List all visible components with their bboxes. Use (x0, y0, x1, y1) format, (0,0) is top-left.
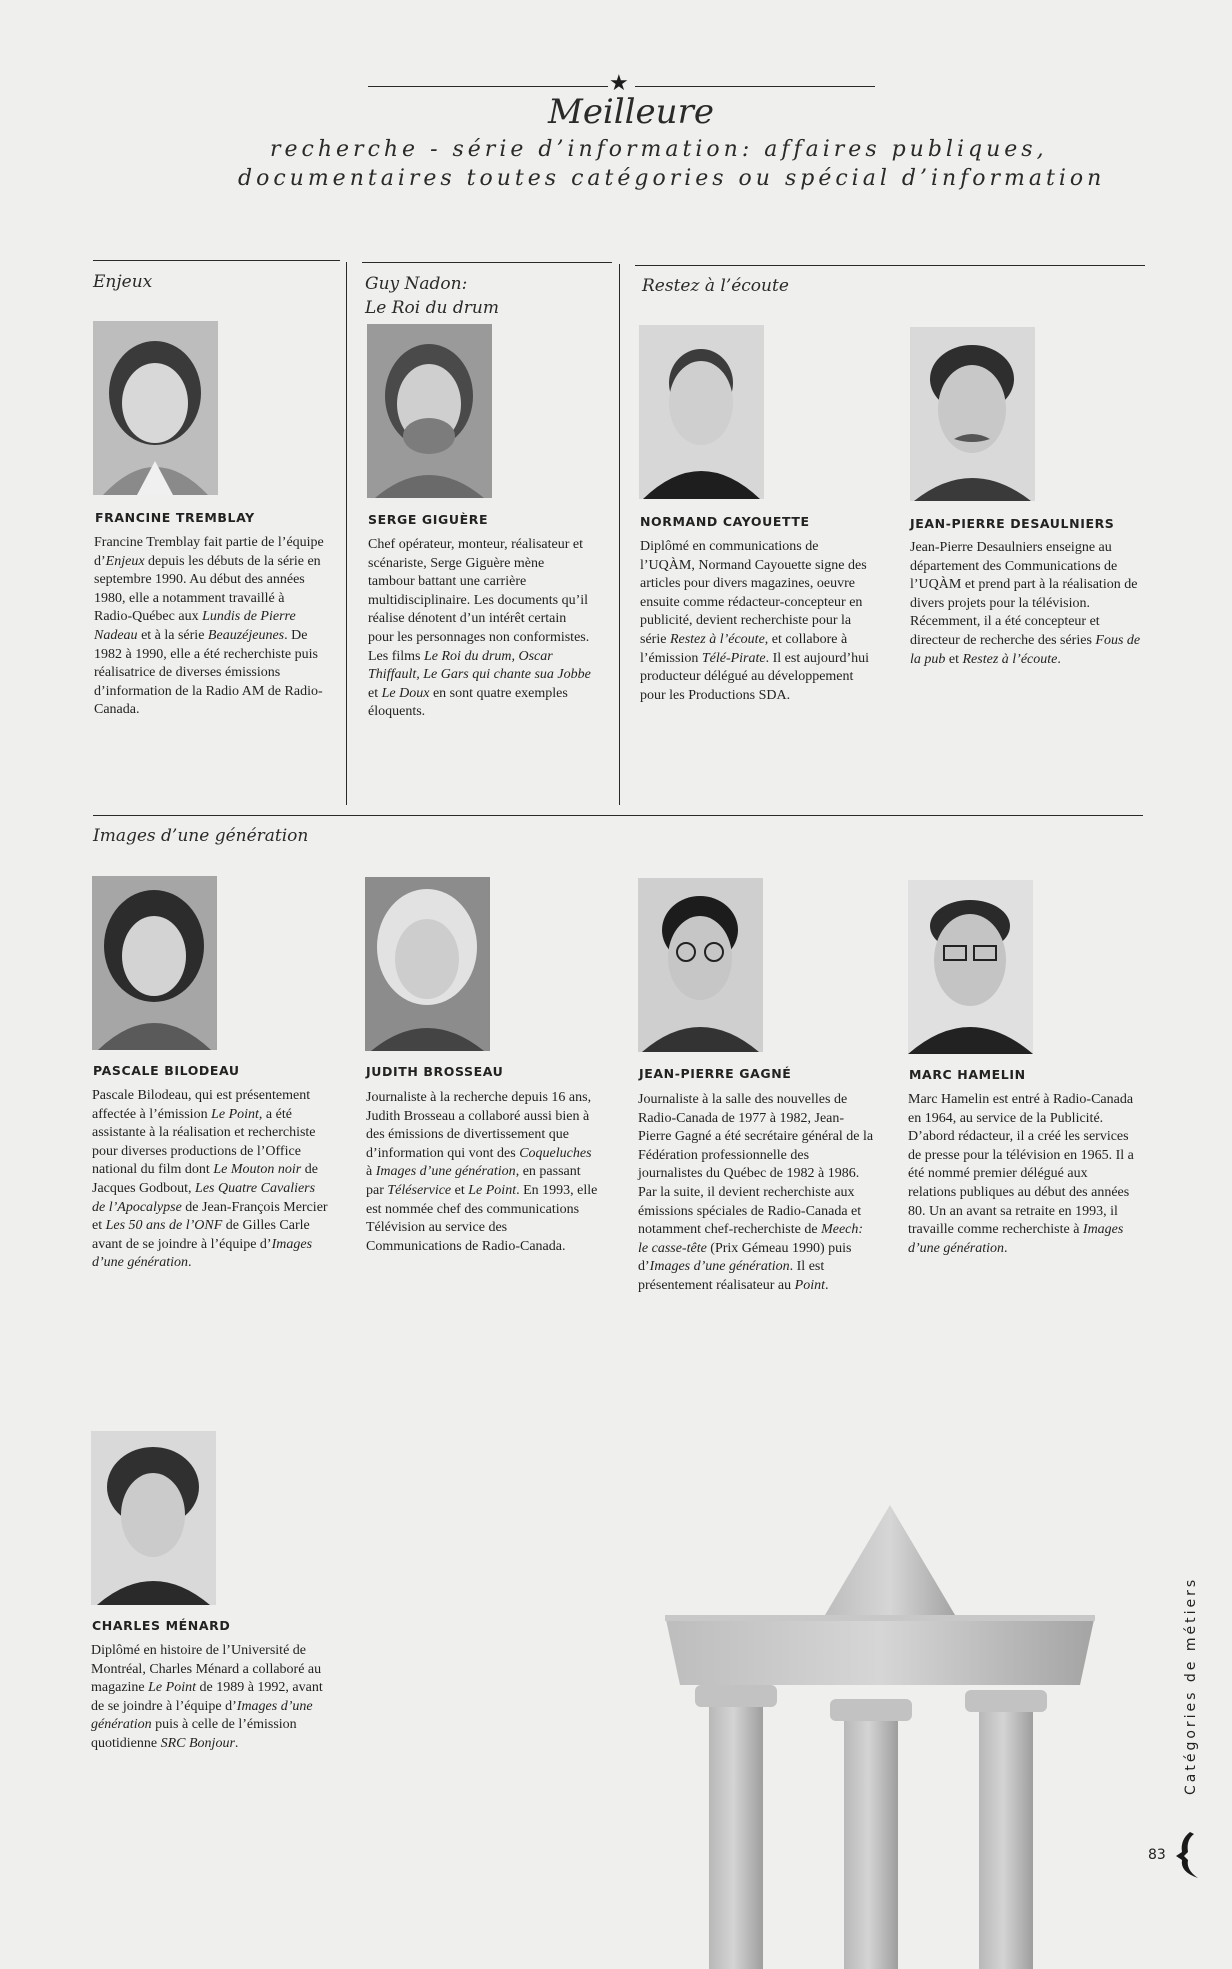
bio-text-segment: Lundis de Pierre Nadeau (94, 609, 296, 643)
bio-text-segment: Téléservice (387, 1182, 452, 1198)
bio-text-segment: et (368, 685, 382, 701)
bio-text-segment: Restez à l’écoute (669, 631, 765, 647)
bio-text-segment: SRC Bonjour (160, 1735, 235, 1751)
side-category-label: Catégories de métiers (1183, 1576, 1199, 1795)
star-icon: ★ (609, 70, 629, 95)
name-francine-tremblay: FRANCINE TREMBLAY (95, 510, 255, 525)
bio-text-segment: . (1057, 651, 1061, 667)
bio-jean-pierre-gagne (638, 1091, 874, 1296)
bio-text-segment: Journaliste à la salle des nouvelles de Radio-Canada de 1977 à 1982, Jean-Pierre Gagné a été secrétaire général de la Fédération professionnelle des journalistes du Québec de 1982 à 1986. Par la suite, il devient recherchiste aux émissions spéciales de Radio-Canada et notamment chef-recherchiste de (638, 1092, 874, 1238)
bio-text-segment: de Jacques Godbout, (92, 1162, 318, 1196)
bio-text-segment: Les 50 ans de l’ONF (105, 1218, 223, 1234)
bracket-icon (1172, 1830, 1202, 1880)
bio-text-segment: . En 1993, elle est nommée chef des communications Télévision au service des Communications de Radio-Canada. (366, 1182, 598, 1254)
bio-text-segment: Le Point (211, 1106, 259, 1122)
section-rule-images (93, 815, 1143, 816)
header-rule-left (368, 86, 608, 87)
section-label-guy-nadon-line1: Guy Nadon: (365, 274, 468, 294)
bio-text-segment: Les Quatre Cavaliers de l’Apocalypse (92, 1180, 316, 1215)
bio-text-segment: et à la série (137, 627, 208, 643)
bio-text-segment: (Prix Gémeau 1990) puis d’ (638, 1240, 852, 1275)
bio-jean-pierre-desaulniers (910, 539, 1144, 669)
bio-text-segment: de Jean-François Mercier et (92, 1199, 328, 1234)
photo-charles-menard (91, 1431, 216, 1605)
section-rule-restez (635, 265, 1145, 266)
bio-text-segment: Images d’une génération (92, 1236, 313, 1271)
page-number: 83 (1148, 1847, 1166, 1863)
bio-text-segment: . Il est présentement réalisateur au (638, 1259, 825, 1293)
bio-text-segment: Images d’une génération (908, 1222, 1124, 1256)
bio-text-segment: Restez à l’écoute (962, 651, 1058, 667)
bio-text-segment: Marc Hamelin est entré à Radio-Canada en 1964, au service de la Publicité. D’abord rédacteur, il a créé les services de presse pour la télévision en 1965. Il a été nommé premier délégué aux relations publiques au début des années 80. Un an avant sa retraite en 1993, il travaille comme recherchiste à (908, 1092, 1134, 1238)
name-jean-pierre-desaulniers: JEAN-PIERRE DESAULNIERS (910, 516, 1115, 531)
bio-normand-cayouette (640, 538, 874, 705)
bio-text-segment: Enjeux (105, 553, 145, 569)
photo-marc-hamelin (908, 880, 1033, 1054)
page-subtitle-line1: recherche - série d’information: affaires publiques, (270, 137, 1048, 162)
section-rule-enjeux (93, 260, 340, 261)
bio-text-segment: de 1989 à 1992, avant de se joindre à l’équipe d’ (91, 1680, 323, 1714)
bio-text-segment: Coqueluches (519, 1145, 592, 1161)
bio-text-segment: Images d’une génération (91, 1698, 313, 1733)
bio-text-segment: Diplômé en histoire de l’Université de Montréal, Charles Ménard a collaboré au magazine (91, 1643, 322, 1696)
photo-jean-pierre-desaulniers (910, 327, 1035, 501)
photo-normand-cayouette (639, 325, 764, 499)
photo-serge-giguere (367, 324, 492, 498)
bio-text-segment: puis à celle de l’émission quotidienne (91, 1717, 297, 1751)
temple-illustration (665, 1505, 1095, 1969)
bio-text-segment: de Gilles Carle avant de se joindre à l’équipe d’ (92, 1218, 310, 1252)
bio-text-segment: Le Point (468, 1182, 517, 1198)
bio-marc-hamelin (908, 1091, 1138, 1258)
bio-text-segment: Le Mouton noir (213, 1162, 302, 1178)
bio-text-segment: Le Point (148, 1680, 196, 1696)
name-marc-hamelin: MARC HAMELIN (909, 1067, 1026, 1082)
bio-text-segment: Beauzéjeunes (207, 627, 285, 643)
bio-text-segment: Chef opérateur, monteur, réalisateur et scénariste, Serge Giguère mène tambour battant une carrière multidisciplinaire. Les documents qu’il réalise dénotent d’un intérêt certain pour les personnages non conformistes. Les films (368, 537, 590, 664)
bio-text-segment: . (825, 1277, 829, 1293)
bio-charles-menard (91, 1642, 327, 1754)
name-normand-cayouette: NORMAND CAYOUETTE (640, 514, 810, 529)
bio-text-segment: . Il est aujourd’hui producteur délégué au développement pour les Productions SDA. (640, 650, 870, 703)
bio-text-segment: Jean-Pierre Desaulniers enseigne au département des Communications de l’UQÀM et prend part à la réalisation de divers projets pour la télévision. Récemment, il a été concepteur et directeur de recherche des séries (910, 540, 1138, 648)
section-label-enjeux: Enjeux (93, 272, 153, 292)
bio-text-segment: Le Roi du drum, Oscar Thiffault, Le Gars qui chante sua Jobbe (368, 648, 591, 683)
name-pascale-bilodeau: PASCALE BILODEAU (93, 1063, 240, 1078)
column-divider-1 (346, 262, 347, 805)
bio-text-segment: depuis les débuts de la série en septembre 1990. Au début des années 1980, elle a notamment travaillé à Radio-Québec aux (94, 553, 321, 625)
bio-serge-giguere (368, 536, 594, 722)
page-title: Meilleure (548, 92, 714, 132)
bio-text-segment: à (366, 1164, 376, 1180)
column-divider-2 (619, 264, 620, 805)
bio-text-segment: , en passant par (366, 1164, 581, 1198)
header-rule-right (635, 86, 875, 87)
bio-text-segment: Diplômé en communications de l’UQÀM, Normand Cayouette signe des articles pour divers magazines, oeuvre ensuite comme rédacteur-concepteur en publicité, devient recherchiste pour la série (640, 539, 867, 647)
section-rule-guy-nadon (362, 262, 612, 263)
section-label-restez: Restez à l’écoute (642, 276, 789, 296)
page-subtitle-line2: documentaires toutes catégories ou spécial d’information (238, 166, 1106, 191)
name-charles-menard: CHARLES MÉNARD (92, 1618, 231, 1633)
bio-text-segment: . (188, 1255, 192, 1271)
section-label-images: Images d’une génération (93, 826, 309, 846)
bio-text-segment: et (945, 651, 963, 667)
photo-pascale-bilodeau (92, 876, 217, 1050)
bio-text-segment: Francine Tremblay fait partie de l’équipe d’ (94, 535, 324, 569)
photo-jean-pierre-gagne (638, 878, 763, 1052)
bio-text-segment: Images d’une génération (375, 1164, 516, 1180)
photo-francine-tremblay (93, 321, 218, 495)
bio-text-segment: . De 1982 à 1990, elle a été recherchiste puis réalisatrice de diverses émissions d’information de la Radio AM de Radio-Canada. (94, 627, 323, 718)
section-label-guy-nadon-line2: Le Roi du drum (365, 298, 499, 318)
bio-judith-brosseau (366, 1089, 600, 1256)
bio-text-segment: . (1004, 1240, 1008, 1256)
bio-text-segment: et (451, 1182, 469, 1198)
bio-text-segment: Point (794, 1277, 825, 1293)
bio-text-segment: , et collabore à l’émission (640, 631, 848, 666)
name-judith-brosseau: JUDITH BROSSEAU (366, 1064, 504, 1079)
bio-text-segment: Meech: le casse-tête (638, 1222, 864, 1256)
bio-text-segment: Images d’une génération (649, 1259, 790, 1275)
photo-judith-brosseau (365, 877, 490, 1051)
bio-text-segment: Pascale Bilodeau, qui est présentement affectée à l’émission (92, 1088, 311, 1122)
bio-text-segment: , a été assistante à la réalisation et recherchiste pour diverses productions de l’Office national du film dont (92, 1106, 316, 1178)
name-serge-giguere: SERGE GIGUÈRE (368, 512, 489, 527)
bio-text-segment: Fous de la pub (910, 632, 1141, 667)
bio-text-segment: . (234, 1735, 239, 1751)
bio-francine-tremblay (94, 534, 326, 720)
bio-text-segment: Télé-Pirate (701, 650, 766, 666)
bio-text-segment: Journaliste à la recherche depuis 16 ans, Judith Brosseau a collaboré aussi bien à des émissions de divertissement que d’information qui vont des (366, 1090, 592, 1161)
bio-text-segment: Le Doux (381, 685, 430, 701)
bio-pascale-bilodeau (92, 1087, 328, 1273)
bio-text-segment: en sont quatre exemples éloquents. (368, 685, 568, 720)
name-jean-pierre-gagne: JEAN-PIERRE GAGNÉ (639, 1066, 792, 1081)
